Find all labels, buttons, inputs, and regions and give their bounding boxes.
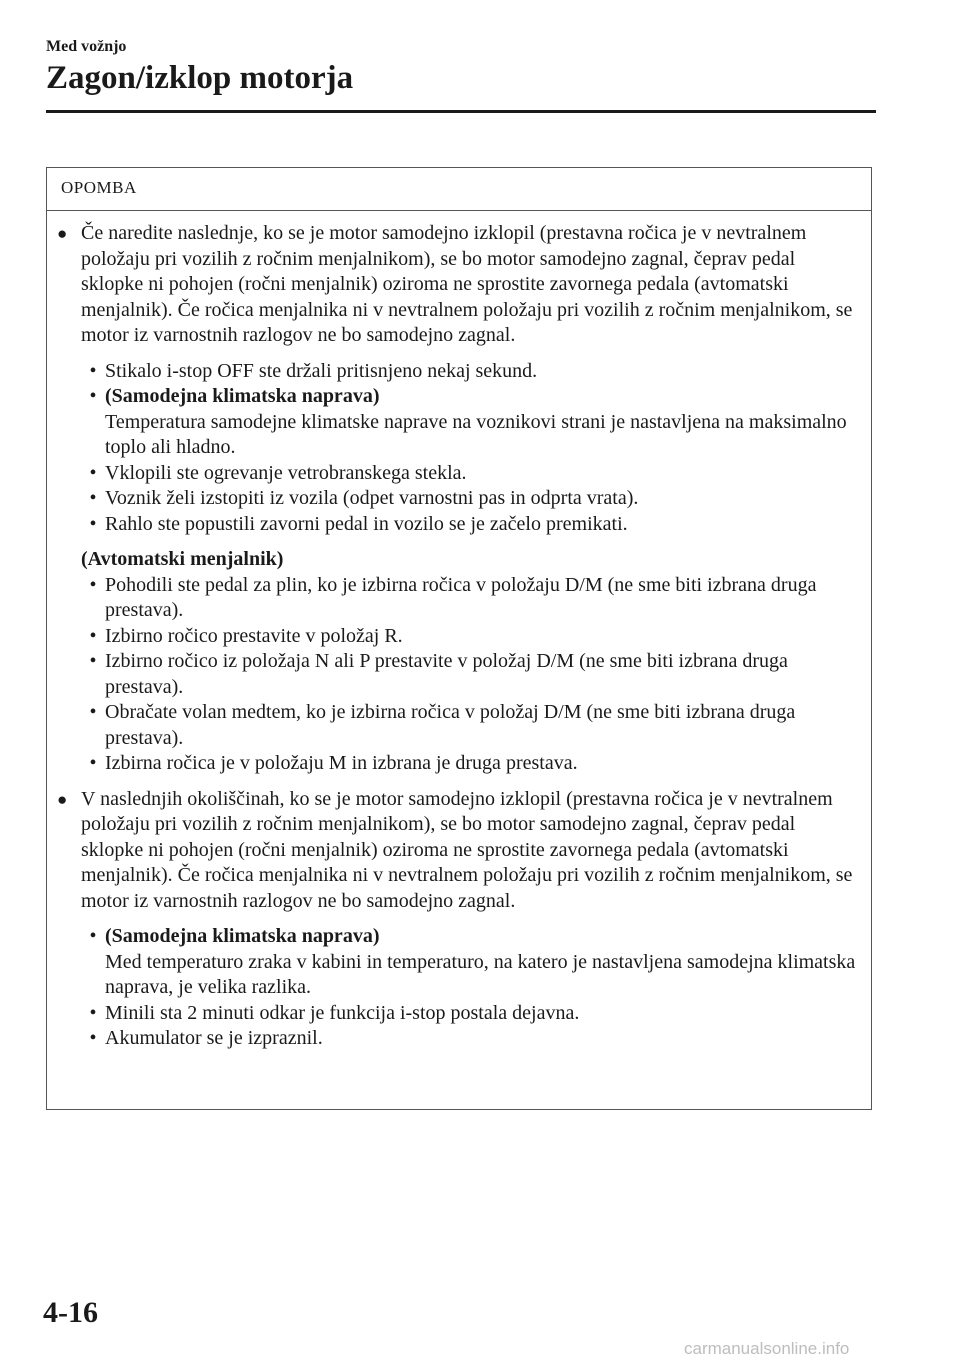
list-item xyxy=(81,461,861,487)
list-item-text: Stikalo i-stop OFF ste držali pritisnjeno nekaj sekund. xyxy=(105,359,538,382)
bullet-icon: • xyxy=(89,461,97,484)
list-item xyxy=(81,512,861,538)
list-item xyxy=(81,751,861,777)
group-title: (Avtomatski menjalnik) xyxy=(81,548,284,570)
note-body xyxy=(47,211,871,1052)
list-item-heading: (Samodejna klimatska naprava) xyxy=(105,925,380,947)
bullet-icon: • xyxy=(89,925,97,947)
page-number: 4-16 xyxy=(43,1296,98,1329)
list-item xyxy=(81,384,861,461)
list-item-content xyxy=(105,384,861,461)
spacer xyxy=(57,777,861,787)
list-item-text: Vklopili ste ogrevanje vetrobranskega stekla. xyxy=(105,461,467,484)
title-divider xyxy=(46,110,876,113)
bullet-icon: • xyxy=(89,487,97,509)
list-item xyxy=(81,573,861,624)
list-item-text: Med temperaturo zraka v kabini in temperaturo, na katero je nastavljena samodejna klimatska naprava, je velika razlika. xyxy=(105,950,856,998)
note-point xyxy=(57,787,861,915)
automatic-transmission-list xyxy=(81,573,861,777)
page-title: Zagon/izklop motorja xyxy=(46,60,354,96)
bullet-icon: • xyxy=(89,573,97,596)
bullet-icon: • xyxy=(89,701,97,723)
watermark: carmanualsonline.info xyxy=(684,1339,850,1358)
list-item-text: Minili sta 2 minuti odkar je funkcija i-stop postala dejavna. xyxy=(105,1001,580,1024)
list-item xyxy=(81,1026,861,1052)
list-item-text: Voznik želi izstopiti iz vozila (odpet varnostni pas in odprta vrata). xyxy=(105,487,639,509)
note-box xyxy=(46,167,872,1110)
list-item-text: Izbirno ročico iz položaja N ali P prestavite v položaj D/M (ne sme biti izbrana druga prestava). xyxy=(105,650,788,698)
bullet-icon: ● xyxy=(57,224,68,243)
bullet-icon: ● xyxy=(57,789,68,809)
bullet-icon: • xyxy=(89,1027,97,1049)
condition-list xyxy=(81,924,861,1052)
note-point xyxy=(57,221,861,349)
list-item-text: Obračate volan medtem, ko je izbirna ročica v položaj D/M (ne sme biti izbrana druga prestava). xyxy=(105,701,796,749)
bullet-icon: • xyxy=(89,385,97,407)
list-item-text: Izbirno ročico prestavite v položaj R. xyxy=(105,624,403,647)
bullet-icon: • xyxy=(89,1001,97,1024)
note-label: OPOMBA xyxy=(47,168,871,211)
list-item xyxy=(81,649,861,700)
bullet-icon: • xyxy=(89,752,97,774)
list-item-heading: (Samodejna klimatska naprava) xyxy=(105,385,380,407)
list-item-text: Temperatura samodejne klimatske naprave na voznikovi strani je nastavljena na maksimalno toplo ali hladno. xyxy=(105,410,847,458)
list-item xyxy=(81,1001,861,1027)
list-item-text: Rahlo ste popustili zavorni pedal in vozilo se je začelo premikati. xyxy=(105,512,628,535)
section-label: Med vožnjo xyxy=(46,38,127,55)
list-item xyxy=(81,700,861,751)
note-point-text: V naslednjih okoliščinah, ko se je motor samodejno izklopil (prestavna ročica je v nevtralnem položaju pri vozilih z ročnim menjalnikom), se bo motor samodejno zagnal, čeprav pedal sklopke ni pohojen (ročni menjalnik) oziroma ne sprostite zavornega pedala (avtomatski menjalnik). Če ročica menjalnika ni v nevtralnem položaju pri vozilih z ročnim menjalnikom, se motor iz varnostnih razlogov ne bo samodejno zagnal. xyxy=(81,787,853,912)
list-item-text: Izbirna ročica je v položaju M in izbrana je druga prestava. xyxy=(105,752,578,774)
bullet-icon: • xyxy=(89,359,97,382)
list-item-text: Akumulator se je izpraznil. xyxy=(105,1027,323,1049)
list-item xyxy=(81,486,861,512)
bullet-icon: • xyxy=(89,624,97,647)
list-item xyxy=(81,359,861,385)
list-item-text: Pohodili ste pedal za plin, ko je izbirna ročica v položaju D/M (ne sme biti izbrana druga prestava). xyxy=(105,573,817,621)
bullet-icon: • xyxy=(89,650,97,672)
list-item-content xyxy=(105,924,861,1001)
list-item xyxy=(81,924,861,1001)
list-item xyxy=(81,624,861,650)
note-point-text: Če naredite naslednje, ko se je motor samodejno izklopil (prestavna ročica je v nevtralnem položaju pri vozilih z ročnim menjalnikom), se bo motor samodejno zagnal, čeprav pedal sklopke ni pohojen (ročni menjalnik) oziroma ne sprostite zavornega pedala (avtomatski menjalnik). Če ročica menjalnika ni v nevtralnem položaju pri vozilih z ročnim menjalnikom, se motor iz varnostnih razlogov ne bo samodejno zagnal. xyxy=(81,222,853,346)
bullet-icon: • xyxy=(89,512,97,535)
condition-list xyxy=(81,359,861,538)
